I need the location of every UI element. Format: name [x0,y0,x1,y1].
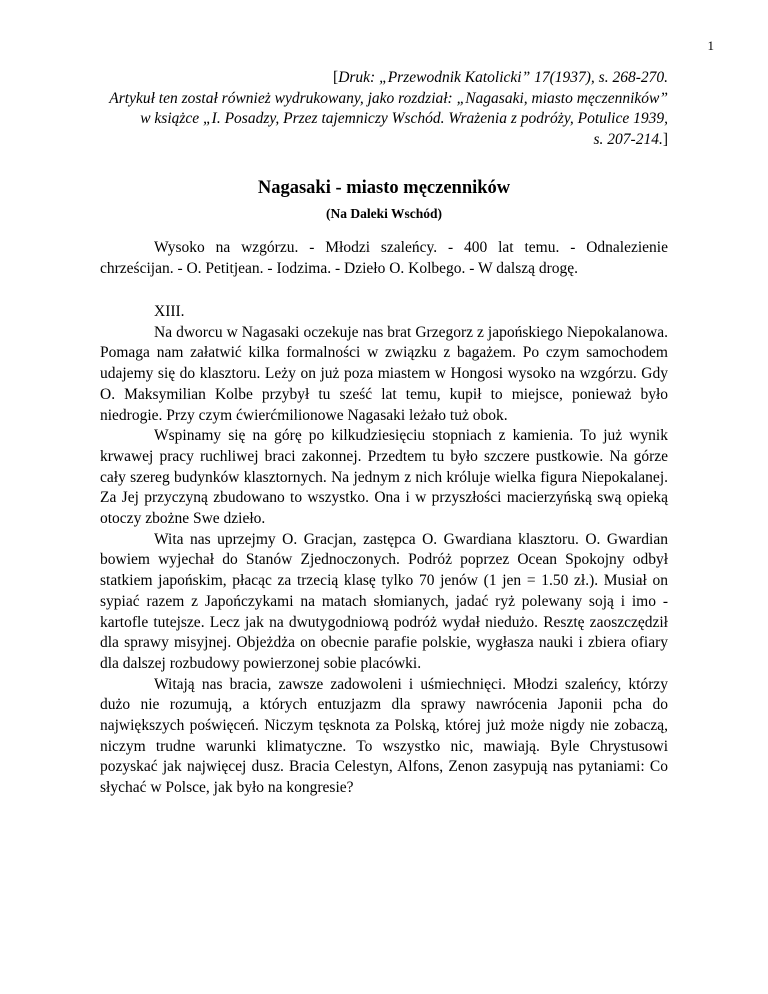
source-print-reference: Druk: „Przewodnik Katolicki” 17(1937), s. 268-270. [338,69,668,86]
paragraph: Witają nas bracia, zawsze zadowoleni i uśmiechnięci. Młodzi szaleńcy, którzy dużo nie rozumują, a których entuzjazm dla sprawy nawrócenia Japonii pcha do największych poświęceń. Niczym tęsknota za Polską, której już może nigdy nie zobaczą, niczym trudne warunki klimatyczne. To wszystko nic, mawiają. Byle Chrystusowi pozyskać jak najwięcej dusz. Bracia Celestyn, Alfons, Zenon zasypują nas pytaniami: Co słychać w Polsce, jak było na kongresie? [100,675,668,797]
article-body [100,302,668,799]
article-subtitle: (Na Daleki Wschód) [325,206,442,221]
source-note [100,68,668,151]
chapter-summary [100,238,668,279]
article-title: Nagasaki - miasto męczenników [257,178,511,198]
source-close-bracket: ] [662,131,668,149]
source-line-1 [100,68,668,89]
source-line-2: Artykuł ten został również wydrukowany, jako rozdział: „Nagasaki, miasto męczenników” [109,89,668,107]
source-line-4 [100,130,668,151]
section-number: XIII. [154,303,185,320]
source-pages: s. 207-214. [593,131,663,149]
paragraph: Na dworcu w Nagasaki oczekuje nas brat Grzegorz z japońskiego Niepokalanowa. Pomaga nam załatwić kilka formalności w związku z bagażem. Po czym samochodem udajemy się do klasztoru. Leży on już poza miastem w Hongosi wysoko na wzgórzu. Gdy O. Maksymilian Kolbe przybył tu sześć lat temu, kupił to miejsce, ponieważ było niedrogie. Przy czym ćwierćmilionowe Nagasaki leżało tuż obok. [100,323,668,424]
source-line-3: w książce „I. Posadzy, Przez tajemniczy Wschód. Wrażenia z podróży, Potulice 1939, [140,110,668,128]
source-open-bracket: [ [333,69,339,86]
paragraph: Wspinamy się na górę po kilkudziesięciu stopniach z kamienia. To już wynik krwawej pracy ruchliwej braci zakonnej. Przedtem tu było szczere pustkowie. Na górze cały szereg budynków klasztornych. Na jednym z nich króluje wielka figura Niepokalanej. Za Jej przyczyną zbudowano to wszystko. Ona i w przyszłości macierzyńską swą opieką otoczy zbożne Swe dzieło. [100,427,668,528]
summary-text: Wysoko na wzgórzu. - Młodzi szaleńcy. - 400 lat temu. - Odnalezienie chrześcijan. - O. Petitjean. - Iodzima. - Dzieło O. Kolbego. - W dalszą drogę. [100,239,668,277]
page-number: 1 [707,38,714,53]
paragraph: Wita nas uprzejmy O. Gracjan, zastępca O. Gwardiana klasztoru. O. Gwardian bowiem wyjechał do Stanów Zjednoczonych. Podróż poprzez Ocean Spokojny odbył statkiem japońskim, płacąc za trzecią klasę tylko 70 jenów (1 jen = 1.50 zł.). Musiał on sypiać razem z Japończykami na matach słomianych, jadać ryż polewany soją i imo - kartofle tutejsze. Lecz jak na dwutygodniową podróż wydał niedużo. Resztę zaoszczędził dla sprawy misyjnej. Objeżdża on obecnie parafie polskie, wygłasza nauki i zbiera ofiary dla dalszej rozbudowy powierzonej sobie placówki. [100,530,668,672]
